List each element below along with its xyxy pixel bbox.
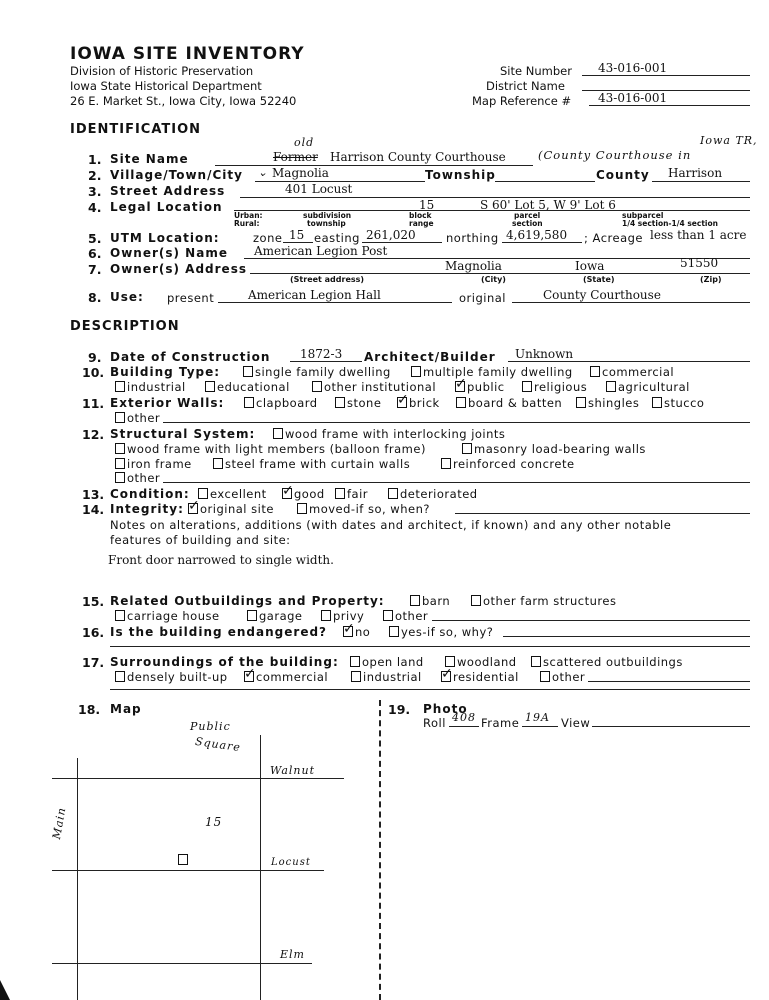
street-address-caption: (Street address) — [290, 275, 365, 284]
r-carriage-option[interactable]: carriage house — [115, 609, 220, 623]
bt-multiple-option[interactable]: multiple family dwelling — [411, 365, 573, 379]
checkbox[interactable] — [576, 397, 586, 408]
village-value: Magnolia — [272, 166, 329, 180]
subparcel-label: subparcel — [622, 211, 664, 220]
ew-other-option[interactable]: other — [115, 411, 160, 425]
checkbox[interactable] — [273, 428, 283, 439]
zone-label: zone — [253, 231, 283, 245]
item-number: 19. — [388, 702, 411, 717]
item-number: 14. — [82, 502, 105, 517]
township-label: Township — [425, 168, 496, 182]
roll-value: 408 — [452, 711, 476, 724]
integrity-label: Integrity: — [110, 502, 184, 516]
bt-industrial-option[interactable]: industrial — [115, 380, 186, 394]
checkbox[interactable] — [115, 671, 125, 682]
bt-agricultural-option[interactable]: agricultural — [606, 380, 690, 394]
ss-steel-option[interactable]: steel frame with curtain walls — [213, 457, 410, 471]
street-address-label: Street Address — [110, 184, 226, 198]
map-reference-label: Map Reference # — [472, 94, 572, 108]
s-other-option[interactable]: other — [540, 670, 585, 684]
owner-name-label: Owner(s) Name — [110, 246, 228, 260]
ew-shingles-option[interactable]: shingles — [576, 396, 639, 410]
checkbox[interactable] — [462, 443, 472, 454]
checkbox[interactable] — [410, 595, 420, 606]
walnut-street-label: Walnut — [270, 764, 316, 777]
checkbox[interactable] — [115, 610, 125, 621]
owner-city-value: Magnolia — [445, 259, 502, 273]
checkbox[interactable] — [205, 381, 215, 392]
urban-label: Urban: — [234, 211, 263, 220]
s-residential-option[interactable]: ✓ residential — [441, 670, 519, 684]
checkbox[interactable] — [441, 458, 451, 469]
ss-interlocking-option[interactable]: wood frame with interlocking joints — [273, 427, 505, 441]
c-fair-option[interactable]: fair — [335, 487, 368, 501]
endangered-line — [503, 636, 750, 637]
notes-instruction-1: Notes on alterations, additions (with dates and architect, if known) and any other notable — [110, 518, 672, 532]
bt-religious-option[interactable]: religious — [522, 380, 587, 394]
range-label: range — [409, 219, 434, 228]
use-label: Use: — [110, 290, 144, 304]
checkbox[interactable] — [312, 381, 322, 392]
frame-line — [522, 726, 558, 727]
county-value: Harrison — [668, 166, 723, 180]
ew-clapboard-option[interactable]: clapboard — [244, 396, 318, 410]
date-of-construction-value: 1872-3 — [300, 347, 343, 361]
surroundings-line-2 — [110, 689, 750, 690]
present-value: American Legion Hall — [248, 288, 381, 302]
item-number: 17. — [82, 655, 105, 670]
ss-other-line — [163, 482, 750, 483]
site-number-label: Site Number — [500, 64, 572, 78]
quarter-section-label: 1/4 section-1/4 section — [622, 219, 718, 228]
owner-address-line — [250, 273, 750, 274]
ew-stucco-option[interactable]: stucco — [652, 396, 704, 410]
subdivision-label: subdivision — [303, 211, 352, 220]
ss-balloon-option[interactable]: wood frame with light members (balloon frame) — [115, 442, 426, 456]
checkbox[interactable] — [522, 381, 532, 392]
architect-line — [508, 361, 750, 362]
s-other-line — [588, 681, 750, 682]
public-square-label-2: Square — [194, 734, 242, 755]
site-marker-square — [178, 854, 188, 865]
main-street-label: Main — [50, 806, 69, 841]
s-scattered-option[interactable]: scattered outbuildings — [531, 655, 683, 669]
structural-system-label: Structural System: — [110, 427, 256, 441]
acreage-label: ; Acreage — [584, 231, 643, 245]
checkbox[interactable] — [389, 626, 399, 637]
checkbox[interactable] — [213, 458, 223, 469]
site-name-handwritten-note: (County Courthouse in — [538, 148, 692, 162]
checkbox-checked[interactable] — [343, 626, 353, 637]
notes-value: Front door narrowed to single width. — [108, 553, 334, 567]
site-name-handwritten-corner: Iowa TR, — [700, 134, 758, 147]
r-other-line — [432, 620, 750, 621]
exterior-walls-label: Exterior Walls: — [110, 396, 225, 410]
checkbox[interactable] — [335, 397, 345, 408]
description-heading: DESCRIPTION — [70, 319, 180, 334]
item-number: 8. — [88, 290, 102, 305]
checkbox[interactable] — [411, 366, 421, 377]
checkbox[interactable] — [321, 610, 331, 621]
frame-value: 19A — [525, 711, 550, 724]
city-caption: (City) — [481, 275, 506, 284]
r-barn-option[interactable]: barn — [410, 594, 450, 608]
date-of-construction-label: Date of Construction — [110, 350, 271, 364]
item-number: 3. — [88, 184, 102, 199]
photo-label: Photo — [423, 702, 468, 716]
easting-value: 261,020 — [366, 228, 416, 242]
roll-label: Roll — [423, 716, 446, 730]
northing-label: northing — [446, 231, 499, 245]
identification-heading: IDENTIFICATION — [70, 122, 202, 137]
item-number: 12. — [82, 427, 105, 442]
bt-single-option[interactable]: single family dwelling — [243, 365, 391, 379]
site-name-value: Harrison County Courthouse — [330, 150, 506, 164]
site-number-value: 43-016-001 — [598, 61, 668, 75]
bt-public-option[interactable]: ✓ public — [455, 380, 505, 394]
northing-value: 4,619,580 — [506, 228, 568, 242]
checkbox[interactable] — [115, 412, 125, 423]
village-check-mark: ⌄ — [258, 166, 269, 179]
utm-location-label: UTM Location: — [110, 231, 220, 245]
zone-line — [283, 242, 313, 243]
checkbox-checked[interactable] — [397, 397, 407, 408]
locust-street-label: Locust — [271, 857, 311, 868]
original-label: original — [459, 291, 506, 305]
bt-other-institutional-option[interactable]: other institutional — [312, 380, 436, 394]
form-title: IOWA SITE INVENTORY — [70, 44, 305, 64]
site-number-line — [582, 75, 750, 76]
checkbox[interactable] — [247, 610, 257, 621]
view-line — [592, 726, 750, 727]
ew-other-line — [163, 422, 750, 423]
section-label: section — [512, 219, 543, 228]
original-line — [512, 302, 750, 303]
s-woodland-option[interactable]: woodland — [445, 655, 517, 669]
checkbox[interactable] — [606, 381, 616, 392]
legal-location-label: Legal Location — [110, 200, 223, 214]
easting-line — [362, 242, 442, 243]
checkbox-checked[interactable] — [244, 671, 254, 682]
checkbox[interactable] — [351, 671, 361, 682]
checkbox[interactable] — [115, 443, 125, 454]
view-label: View — [561, 716, 591, 730]
architect-label: Architect/Builder — [364, 350, 496, 364]
street-line-elm — [52, 963, 312, 964]
ss-iron-option[interactable]: iron frame — [115, 457, 192, 471]
s-industrial-option[interactable]: industrial — [351, 670, 422, 684]
district-name-label: District Name — [486, 79, 565, 93]
item-number: 7. — [88, 262, 102, 277]
zone-value: 15 — [289, 228, 305, 242]
present-line — [218, 302, 452, 303]
owner-address-label: Owner(s) Address — [110, 262, 247, 276]
checkbox[interactable] — [531, 656, 541, 667]
owner-state-value: Iowa — [575, 259, 605, 273]
item-number: 13. — [82, 487, 105, 502]
state-caption: (State) — [583, 275, 615, 284]
c-deteriorated-option[interactable]: deteriorated — [388, 487, 478, 501]
checkbox[interactable] — [335, 488, 345, 499]
owner-zip-value: 51550 — [680, 256, 719, 270]
township-line — [495, 181, 595, 182]
i-moved-option[interactable]: moved-if so, when? — [297, 502, 430, 516]
map-label: Map — [110, 702, 142, 716]
owner-name-value: American Legion Post — [254, 244, 388, 258]
checkbox-checked[interactable] — [455, 381, 465, 392]
block-label: block — [409, 211, 432, 220]
township-small-label: township — [307, 219, 346, 228]
checkbox[interactable] — [471, 595, 481, 606]
checkbox[interactable] — [350, 656, 360, 667]
surroundings-label: Surroundings of the building: — [110, 655, 339, 669]
ew-board-batten-option[interactable]: board & batten — [456, 396, 562, 410]
endangered-label: Is the building endangered? — [110, 625, 328, 639]
easting-label: easting — [314, 231, 360, 245]
map-reference-value: 43-016-001 — [598, 91, 668, 105]
endangered-line-2 — [110, 646, 750, 647]
section-divider — [379, 700, 381, 1000]
legal-block-value: 15 — [419, 198, 435, 212]
street-line-locust — [52, 870, 324, 871]
rural-label: Rural: — [234, 219, 260, 228]
related-outbuildings-label: Related Outbuildings and Property: — [110, 594, 385, 608]
checkbox[interactable] — [456, 397, 466, 408]
site-name-struck-word: Former — [273, 150, 318, 164]
village-label: Village/Town/City — [110, 168, 243, 182]
building-type-label: Building Type: — [110, 365, 221, 379]
checkbox[interactable] — [383, 610, 393, 621]
e-yes-option[interactable]: yes-if so, why? — [389, 625, 493, 639]
present-label: present — [167, 291, 215, 305]
s-dense-option[interactable]: densely built-up — [115, 670, 228, 684]
frame-label: Frame — [481, 716, 520, 730]
item-number: 16. — [82, 625, 105, 640]
ew-stone-option[interactable]: stone — [335, 396, 381, 410]
checkbox[interactable] — [540, 671, 550, 682]
item-number: 9. — [88, 350, 102, 365]
checkbox[interactable] — [388, 488, 398, 499]
r-other-farm-option[interactable]: other farm structures — [471, 594, 616, 608]
checkbox[interactable] — [243, 366, 253, 377]
acreage-value: less than 1 acre — [650, 228, 747, 242]
item-number: 1. — [88, 152, 102, 167]
header-line-2: Iowa State Historical Department — [70, 79, 262, 93]
checkbox-checked[interactable] — [282, 488, 292, 499]
checkbox[interactable] — [115, 381, 125, 392]
street-line-walnut — [52, 778, 344, 779]
s-open-option[interactable]: open land — [350, 655, 424, 669]
public-square-label-1: Public — [190, 720, 231, 733]
c-good-option[interactable]: ✓ good — [282, 487, 325, 501]
s-commercial-option[interactable]: ✓ commercial — [244, 670, 328, 684]
i-original-option[interactable]: ✓ original site — [188, 502, 274, 516]
ss-masonry-option[interactable]: masonry load-bearing walls — [462, 442, 646, 456]
item-number: 4. — [88, 200, 102, 215]
legal-parcel-value: S 60' Lot 5, W 9' Lot 6 — [480, 198, 616, 212]
checkbox-checked[interactable] — [188, 503, 198, 514]
elm-street-label: Elm — [280, 948, 305, 961]
block-number-label: 15 — [205, 815, 223, 829]
site-name-label: Site Name — [110, 152, 189, 166]
r-other-option[interactable]: other — [383, 609, 428, 623]
checkbox[interactable] — [652, 397, 662, 408]
e-no-option[interactable]: ✓ no — [343, 625, 370, 639]
architect-value: Unknown — [515, 347, 574, 361]
checkbox[interactable] — [115, 458, 125, 469]
original-value: County Courthouse — [543, 288, 661, 302]
notes-instruction-2: features of building and site: — [110, 533, 291, 547]
zip-caption: (Zip) — [700, 275, 722, 284]
roll-line — [449, 726, 479, 727]
parcel-label: parcel — [514, 211, 541, 220]
r-garage-option[interactable]: garage — [247, 609, 303, 623]
ss-other-option[interactable]: other — [115, 471, 160, 485]
checkbox[interactable] — [590, 366, 600, 377]
street-line-east — [260, 735, 261, 1000]
bt-commercial-option[interactable]: commercial — [590, 365, 674, 379]
checkbox[interactable] — [244, 397, 254, 408]
ss-concrete-option[interactable]: reinforced concrete — [441, 457, 575, 471]
item-number: 6. — [88, 246, 102, 261]
r-privy-option[interactable]: privy — [321, 609, 364, 623]
item-number: 18. — [78, 702, 101, 717]
item-number: 10. — [82, 365, 105, 380]
checkbox[interactable] — [297, 503, 307, 514]
street-address-value: 401 Locust — [285, 182, 353, 196]
header-line-1: Division of Historic Preservation — [70, 64, 254, 78]
checkbox[interactable] — [115, 472, 125, 483]
site-name-handwritten-old: old — [294, 136, 315, 149]
county-label: County — [596, 168, 650, 182]
item-number: 2. — [88, 168, 102, 183]
northing-line — [502, 242, 582, 243]
item-number: 5. — [88, 231, 102, 246]
ew-brick-option[interactable]: ✓ brick — [397, 396, 440, 410]
c-excellent-option[interactable]: excellent — [198, 487, 267, 501]
page-edge-mark — [0, 968, 20, 1000]
moved-line — [455, 513, 750, 514]
bt-educational-option[interactable]: educational — [205, 380, 290, 394]
date-line — [290, 361, 362, 362]
checkbox-checked[interactable] — [441, 671, 451, 682]
condition-label: Condition: — [110, 487, 190, 501]
item-number: 11. — [82, 396, 105, 411]
map-reference-line — [589, 105, 750, 106]
item-number: 15. — [82, 594, 105, 609]
county-line — [652, 181, 750, 182]
header-line-3: 26 E. Market St., Iowa City, Iowa 52240 — [70, 94, 297, 108]
